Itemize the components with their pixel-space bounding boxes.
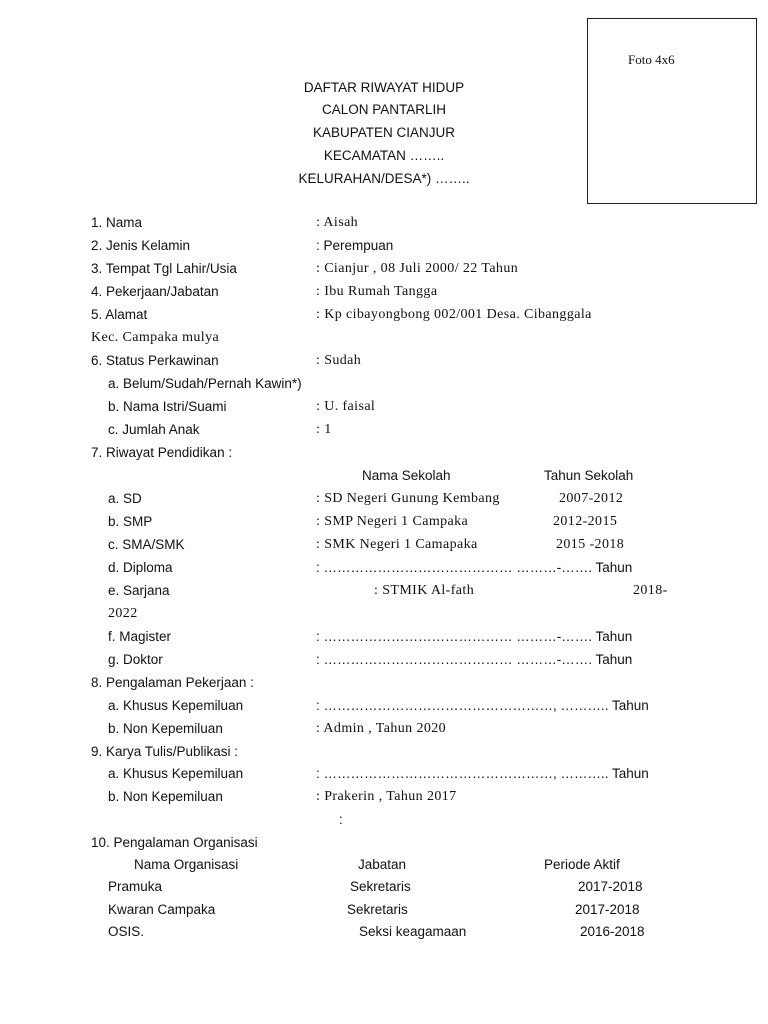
pendidikan-col-nama: Nama Sekolah: [362, 468, 451, 483]
alamat-value-line-2: Kec. Campaka mulya: [91, 330, 220, 345]
spouse-value: : U. faisal: [316, 399, 376, 414]
ttl-value: : Cianjur , 08 Juli 2000/ 22 Tahun: [316, 261, 519, 276]
organisasi-col-nama: Nama Organisasi: [134, 857, 239, 872]
magister-label: f. Magister: [108, 629, 172, 644]
doktor-label: g. Doktor: [108, 652, 163, 667]
sarjana-year-start: 2018-: [633, 583, 668, 598]
smp-value: : SMP Negeri 1 Campaka: [316, 514, 469, 529]
organisasi-col-jabatan: Jabatan: [358, 857, 407, 872]
sd-label: a. SD: [108, 491, 142, 506]
karya-b-label: b. Non Kepemiluan: [108, 789, 223, 804]
ttl-label: 3. Tempat Tgl Lahir/Usia: [91, 261, 237, 276]
sarjana-year-end: 2022: [108, 606, 138, 621]
pengalaman-a-label: a. Khusus Kepemiluan: [108, 698, 244, 713]
alamat-value-line-1: : Kp cibayongbong 002/001 Desa. Cibanggala: [316, 307, 592, 322]
status-sub-a: a. Belum/Sudah/Pernah Kawin*): [108, 376, 302, 391]
pengalaman-a-value: : ……………………………………………, ……….. Tahun: [316, 698, 649, 713]
jenis-kelamin-label: 2. Jenis Kelamin: [91, 238, 191, 253]
children-value: : 1: [316, 422, 332, 437]
pekerjaan-value: : Ibu Rumah Tangga: [316, 284, 438, 299]
nama-value: : Aisah: [316, 215, 359, 230]
nama-label: 1. Nama: [91, 215, 143, 230]
doktor-value: : …………………………………… ………-……. Tahun: [316, 652, 633, 667]
alamat-label: 5. Alamat: [91, 307, 148, 322]
org-row-periode: 2017-2018: [575, 902, 640, 917]
org-row-nama: OSIS.: [108, 924, 145, 939]
pengalaman-b-label: b. Non Kepemiluan: [108, 721, 223, 736]
org-row-nama: Kwaran Campaka: [108, 902, 216, 917]
smp-label: b. SMP: [108, 514, 153, 529]
sd-value: : SD Negeri Gunung Kembang: [316, 491, 500, 506]
spouse-label: b. Nama Istri/Suami: [108, 399, 227, 414]
sd-year: 2007-2012: [559, 491, 624, 506]
title-line-1: DAFTAR RIWAYAT HIDUP: [303, 80, 465, 95]
pendidikan-col-tahun: Tahun Sekolah: [544, 468, 634, 483]
photo-label: Foto 4x6: [628, 52, 675, 67]
organisasi-label: 10. Pengalaman Organisasi: [91, 835, 258, 850]
children-label: c. Jumlah Anak: [108, 422, 200, 437]
pekerjaan-label: 4. Pekerjaan/Jabatan: [91, 284, 219, 299]
pengalaman-b-value: : Admin , Tahun 2020: [316, 721, 447, 736]
karya-b-value: : Prakerin , Tahun 2017: [316, 789, 457, 804]
smp-year: 2012-2015: [553, 514, 618, 529]
title-line-4: KECAMATAN ……..: [323, 148, 445, 163]
karya-a-value: : ……………………………………………, ……….. Tahun: [316, 766, 649, 781]
title-line-2: CALON PANTARLIH: [321, 102, 447, 117]
sma-year: 2015 -2018: [556, 537, 625, 552]
org-row-jabatan: Sekretaris: [350, 879, 411, 894]
org-row-jabatan: Seksi keagamaan: [359, 924, 467, 939]
org-row-periode: 2016-2018: [580, 924, 645, 939]
magister-value: : …………………………………… ………-……. Tahun: [316, 629, 633, 644]
pengalaman-label: 8. Pengalaman Pekerjaan :: [91, 675, 254, 690]
status-value: : Sudah: [316, 353, 362, 368]
sma-value: : SMK Negeri 1 Camapaka: [316, 537, 478, 552]
sma-label: c. SMA/SMK: [108, 537, 185, 552]
karya-a-label: a. Khusus Kepemiluan: [108, 766, 244, 781]
title-line-5: KELURAHAN/DESA*) ……..: [298, 171, 470, 186]
pendidikan-label: 7. Riwayat Pendidikan :: [91, 445, 233, 460]
sarjana-value: : STMIK Al-fath: [374, 583, 475, 598]
title-line-3: KABUPATEN CIANJUR: [312, 125, 456, 140]
organisasi-col-periode: Periode Aktif: [544, 857, 620, 872]
karya-extra-colon: :: [339, 812, 343, 827]
jenis-kelamin-value: : Perempuan: [316, 238, 394, 253]
status-label: 6. Status Perkawinan: [91, 353, 219, 368]
diploma-value: : …………………………………… ………-……. Tahun: [316, 560, 633, 575]
sarjana-label: e. Sarjana: [108, 583, 170, 598]
org-row-jabatan: Sekretaris: [347, 902, 408, 917]
diploma-label: d. Diploma: [108, 560, 173, 575]
org-row-periode: 2017-2018: [578, 879, 643, 894]
karya-label: 9. Karya Tulis/Publikasi :: [91, 744, 239, 759]
org-row-nama: Pramuka: [108, 879, 163, 894]
